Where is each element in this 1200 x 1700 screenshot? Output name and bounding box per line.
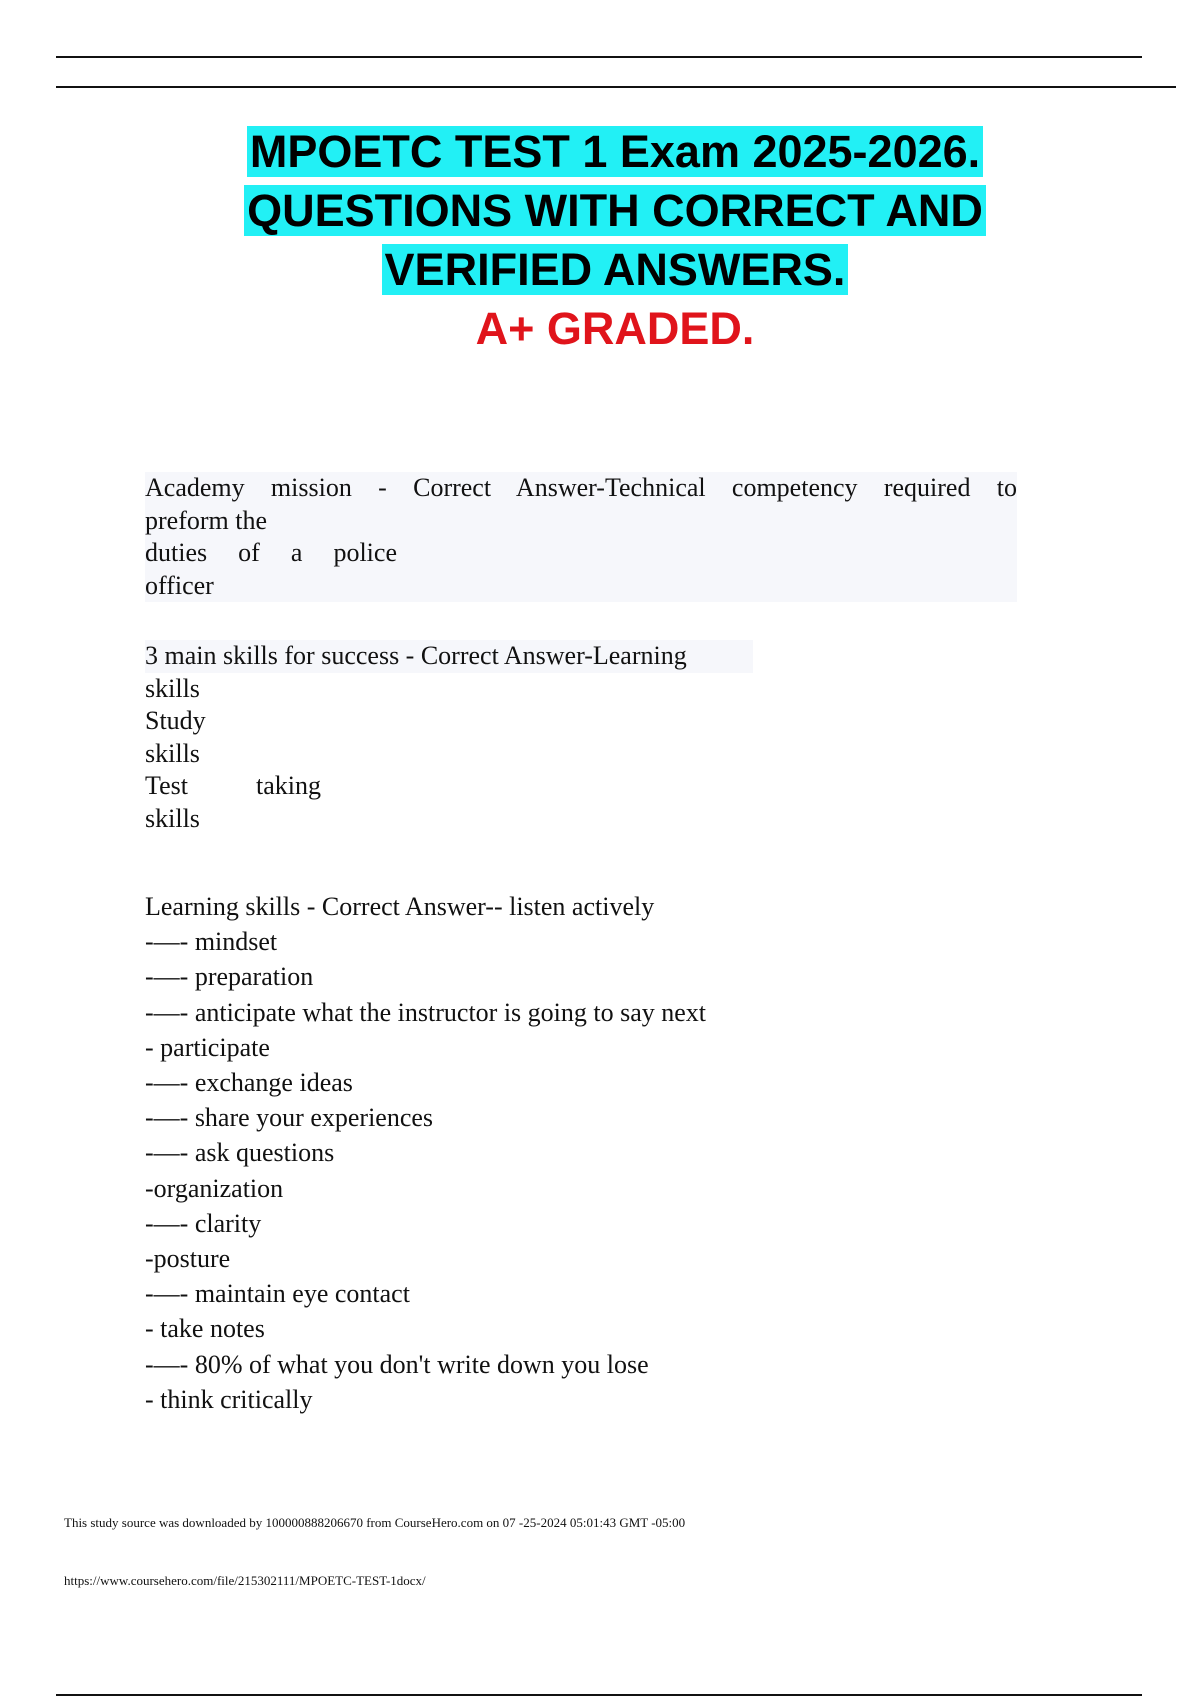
document-title [120, 122, 1110, 358]
qa3-line: -—- 80% of what you don't write down you lose [145, 1349, 649, 1379]
qa3-line: Learning skills - Correct Answer-- listen actively [145, 892, 655, 921]
footer-rule [56, 1694, 1142, 1696]
qa1-line-2: preform the [145, 505, 268, 535]
qa2-line-4: skills [145, 738, 200, 768]
qa3-line: - participate [145, 1032, 270, 1062]
qa3-line: -—- share your experiences [145, 1103, 434, 1133]
qa3-line: -—- maintain eye contact [145, 1279, 410, 1309]
qa3-line: -—- exchange ideas [145, 1068, 353, 1098]
qa3-line: - think critically [145, 1384, 313, 1414]
qa3-line: -—- preparation [145, 962, 314, 992]
qa3-line: -posture [145, 1244, 231, 1274]
title-line-1: MPOETC TEST 1 Exam 2025-2026. [247, 126, 983, 177]
qa3-line: -—- anticipate what the instructor is going to say next [145, 997, 707, 1027]
source-url[interactable]: https://www.coursehero.com/file/215302111/MPOETC-TEST-1docx/ [64, 1573, 426, 1588]
qa3-line: -—- ask questions [145, 1138, 335, 1168]
qa1-line-1: Academy mission - Correct Answer-Technical competency required to [145, 473, 1017, 502]
qa2-line-2: skills [145, 673, 200, 703]
qa1-line-3: duties of a police [145, 538, 397, 568]
qa3-line: - take notes [145, 1314, 265, 1344]
qa2-line-3: Study [145, 706, 206, 736]
qa-learning-skills [145, 889, 706, 1417]
grade-label: A+ GRADED. [475, 303, 755, 354]
qa2-line-5: Test taking [145, 771, 321, 801]
qa3-line: -—- mindset [145, 927, 278, 957]
qa3-line: -—- clarity [145, 1208, 262, 1238]
header-rule-top [56, 56, 1142, 58]
header-rule-bottom [56, 86, 1176, 88]
qa-three-main-skills [145, 640, 753, 836]
qa2-line-1: 3 main skills for success - Correct Answer-Learning [145, 640, 753, 673]
title-line-3: VERIFIED ANSWERS. [382, 244, 849, 295]
qa-academy-mission [145, 472, 1017, 602]
title-line-2: QUESTIONS WITH CORRECT AND [244, 185, 986, 236]
qa2-line-6: skills [145, 803, 200, 833]
source-notice: This study source was downloaded by 100000888206670 from CourseHero.com on 07 -25-2024 05:01:43 GMT -05:00 [64, 1515, 686, 1530]
qa3-line: -organization [145, 1173, 284, 1203]
qa1-line-4: officer [145, 570, 214, 600]
